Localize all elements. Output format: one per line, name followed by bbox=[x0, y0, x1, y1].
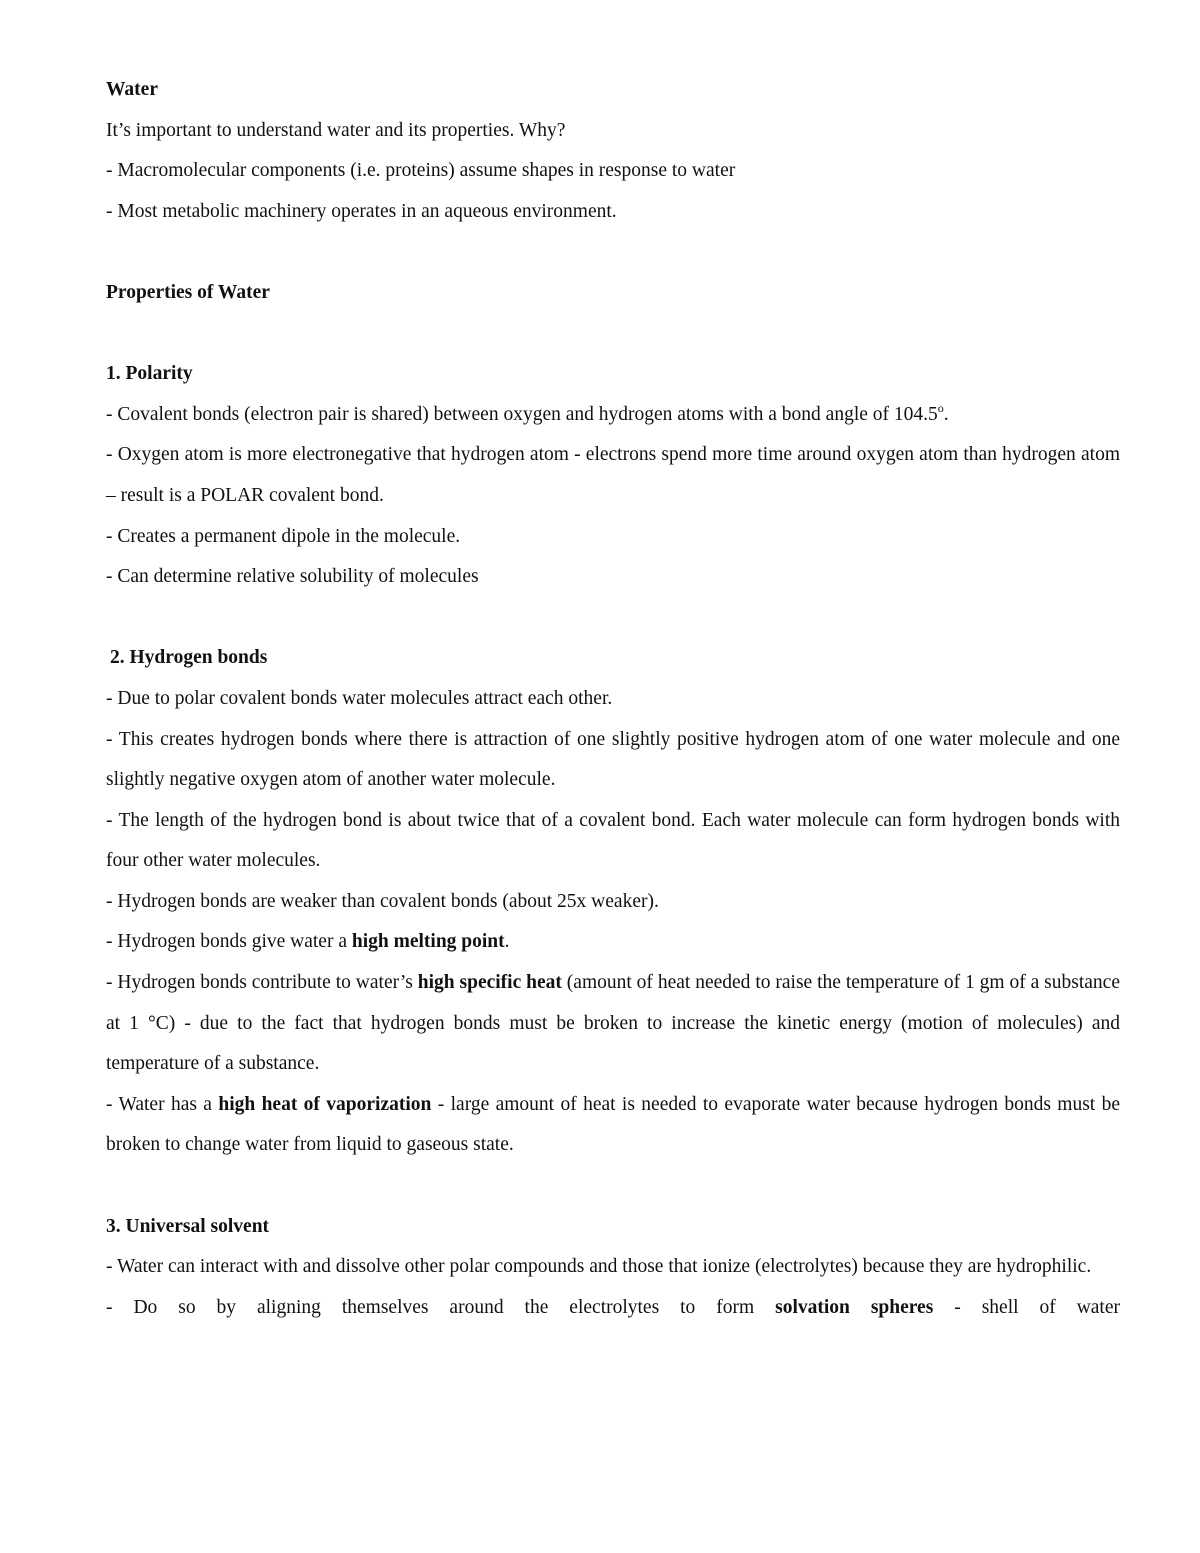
polarity-paragraph bbox=[106, 395, 1120, 436]
spacer bbox=[106, 314, 1120, 355]
polarity-bond-text: - Covalent bonds (electron pair is shared) between oxygen and hydrogen atoms with a bond angle of 104.5 bbox=[106, 403, 938, 425]
universal-solvent-paragraph: - Water can interact with and dissolve other polar compounds and those that ionize (electrolytes) because they are hydrophilic. bbox=[106, 1256, 1092, 1278]
text-run: . bbox=[504, 931, 510, 953]
key-term: high heat of vaporization bbox=[218, 1093, 432, 1115]
intro-point: - Macromolecular components (i.e. proteins) assume shapes in response to water bbox=[106, 160, 736, 182]
text-run: - Do so by aligning themselves around the electrolytes to form bbox=[106, 1296, 776, 1318]
hydrogen-bonds-paragraph: - The length of the hydrogen bond is about twice that of a covalent bond. Each water molecule can form hydrogen bonds with four other water molecules. bbox=[106, 809, 1120, 872]
document-title: Water bbox=[106, 79, 158, 100]
spacer bbox=[106, 232, 1120, 273]
hydrogen-bonds-heading: 2. Hydrogen bonds bbox=[110, 647, 268, 669]
document-page bbox=[106, 70, 1120, 1328]
section-title: Properties of Water bbox=[106, 281, 270, 303]
hydrogen-bonds-paragraph bbox=[106, 922, 1120, 963]
polarity-bond-end: . bbox=[943, 403, 949, 425]
key-term: high specific heat bbox=[417, 972, 562, 994]
key-term: high melting point bbox=[351, 931, 505, 953]
degree-symbol: o bbox=[937, 400, 944, 415]
polarity-paragraph: - Creates a permanent dipole in the molecule. bbox=[106, 525, 461, 547]
hydrogen-bonds-paragraph bbox=[106, 963, 1120, 1085]
text-run: - shell of water bbox=[933, 1296, 1120, 1318]
polarity-heading: 1. Polarity bbox=[106, 363, 193, 385]
text-run: - Hydrogen bonds contribute to water’s bbox=[106, 972, 418, 994]
text-run: - Water has a bbox=[106, 1093, 219, 1115]
key-term: solvation spheres bbox=[775, 1296, 934, 1318]
hydrogen-bonds-paragraph: - This creates hydrogen bonds where there is attraction of one slightly positive hydrogen atom of one water molecule and one slightly negative oxygen atom of another water molecule. bbox=[106, 728, 1120, 791]
intro-point: - Most metabolic machinery operates in an aqueous environment. bbox=[106, 200, 617, 222]
universal-solvent-paragraph bbox=[106, 1288, 1120, 1329]
spacer bbox=[106, 1166, 1120, 1207]
hydrogen-bonds-paragraph: - Due to polar covalent bonds water molecules attract each other. bbox=[106, 687, 613, 709]
text-run: (amount of heat needed to raise the temperature of 1 gm of a substance at 1 °C) - due to the fact that hydrogen bonds must be broken to increase the kinetic energy (motion of molecules) and temperature of a substance. bbox=[106, 972, 1120, 1075]
hydrogen-bonds-paragraph bbox=[106, 1085, 1120, 1166]
universal-solvent-heading: 3. Universal solvent bbox=[106, 1215, 270, 1237]
polarity-paragraph: - Can determine relative solubility of molecules bbox=[106, 566, 479, 588]
text-run: - Hydrogen bonds give water a bbox=[106, 931, 352, 953]
intro-question: It’s important to understand water and its properties. Why? bbox=[106, 119, 566, 141]
polarity-paragraph: - Oxygen atom is more electronegative that hydrogen atom - electrons spend more time around oxygen atom than hydrogen atom – result is a POLAR covalent bond. bbox=[106, 444, 1120, 506]
spacer bbox=[106, 598, 1120, 639]
hydrogen-bonds-paragraph: - Hydrogen bonds are weaker than covalent bonds (about 25x weaker). bbox=[106, 890, 659, 912]
text-run: - large amount of heat is needed to evaporate water because hydrogen bonds must be broken to change water from liquid to gaseous state. bbox=[106, 1093, 1121, 1156]
